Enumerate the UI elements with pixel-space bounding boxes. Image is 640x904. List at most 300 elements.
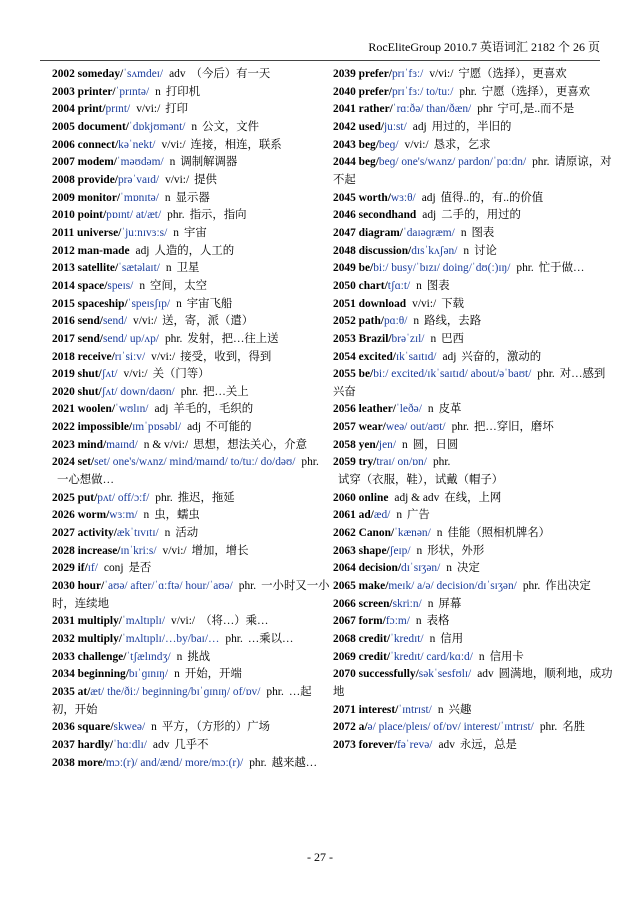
part-of-speech: n xyxy=(155,85,161,98)
entry-number: 2043 xyxy=(333,138,356,151)
entry-number: 2063 xyxy=(333,544,356,557)
pronunciation: wɜːθ/ xyxy=(390,191,416,204)
meaning: 空间，太空 xyxy=(150,279,208,292)
vocab-entry xyxy=(333,137,615,155)
meaning: 屏幕 xyxy=(438,597,462,610)
pronunciation: prɪˈfɜː/ xyxy=(391,68,424,80)
pronunciation: set/ one's/wʌnz/ mind/maɪnd/ to/tuː/ do/dəʊ/ xyxy=(94,456,296,469)
pronunciation: send/ xyxy=(102,315,128,328)
headword: modem/ xyxy=(77,156,117,169)
part-of-speech: n xyxy=(151,721,157,734)
meaning: 几乎不 xyxy=(174,738,209,751)
part-of-speech: conj xyxy=(103,562,124,575)
pronunciation: ˈkænən/ xyxy=(394,527,431,540)
headword: ad/ xyxy=(358,509,374,522)
vocab-entry xyxy=(333,578,615,596)
pronunciation: æt/ the/ðiː/ beginning/bɪˈɡɪnɪŋ/ of/ɒv/ xyxy=(90,685,261,698)
pronunciation: dɪˈsɪʒən/ xyxy=(401,562,441,575)
entry-number: 2035 xyxy=(52,685,75,698)
headword: send/ xyxy=(77,332,103,345)
vocab-entry xyxy=(333,331,615,349)
entry-number: 2061 xyxy=(333,509,356,522)
headword: leather/ xyxy=(358,403,396,416)
entry-number: 2054 xyxy=(333,350,356,363)
pronunciation: prɪnt/ xyxy=(105,103,131,116)
meaning: 下载 xyxy=(441,297,464,310)
pronunciation: ˈɪntrɪst/ xyxy=(398,703,432,716)
vocab-entry xyxy=(52,278,332,296)
vocab-entry xyxy=(52,507,332,525)
entry-number: 2067 xyxy=(333,615,356,628)
entry-number: 2002 xyxy=(52,68,75,80)
headword: be/ xyxy=(358,262,374,275)
meaning: 永远，总是 xyxy=(459,738,517,751)
meaning: 关（门等） xyxy=(152,368,210,381)
headword: someday/ xyxy=(77,68,124,80)
vocab-entry xyxy=(52,296,332,314)
part-of-speech: v/vi:/ xyxy=(162,544,187,557)
pronunciation: maɪnd/ xyxy=(106,438,138,451)
entry-number: 2020 xyxy=(52,385,75,398)
pronunciation: juːst/ xyxy=(383,120,407,133)
meaning: 把…穿旧，磨坏 xyxy=(473,421,554,434)
part-of-speech: phr. xyxy=(537,368,555,381)
headword: diagram/ xyxy=(358,226,403,239)
vocab-entry xyxy=(333,119,615,137)
part-of-speech: n xyxy=(427,597,434,610)
vocab-entry xyxy=(52,349,332,367)
entry-number: 2023 xyxy=(52,438,75,451)
entry-number: 2052 xyxy=(333,315,356,328)
vocab-entry xyxy=(52,543,332,561)
pronunciation: kəˈnekt/ xyxy=(118,138,156,151)
part-of-speech: n xyxy=(164,191,171,204)
headword: at/ xyxy=(77,685,91,698)
entry-number: 2031 xyxy=(52,615,75,628)
headword: download xyxy=(358,297,407,310)
meaning: 打印机 xyxy=(165,85,201,98)
meaning: 图表 xyxy=(471,226,495,239)
part-of-speech: adj xyxy=(442,350,457,363)
pronunciation: ˈsætəlaɪt/ xyxy=(118,262,160,275)
entry-number: 2015 xyxy=(52,297,75,310)
headword: decision/ xyxy=(358,562,402,575)
pronunciation: skriːn/ xyxy=(392,597,422,610)
pronunciation: prəˈvaɪd/ xyxy=(117,173,160,186)
pronunciation: ʃʌt/ xyxy=(101,368,118,381)
meaning: 打印 xyxy=(165,103,189,116)
pronunciation: bɪˈɡɪnɪŋ/ xyxy=(128,668,169,681)
meaning: 发射，把…往上送 xyxy=(187,332,279,345)
vocab-entry xyxy=(52,207,332,225)
vocab-entry xyxy=(333,437,615,455)
pronunciation: traɪ/ on/ɒn/ xyxy=(376,456,427,469)
entry-number: 2049 xyxy=(333,262,356,275)
pronunciation: speɪs/ xyxy=(107,279,134,292)
pronunciation: wɜːm/ xyxy=(109,509,138,522)
headword: hour/ xyxy=(77,580,105,593)
headword: screen/ xyxy=(358,597,393,610)
headword: beg/ xyxy=(358,156,379,169)
part-of-speech: v/vi:/ xyxy=(161,138,186,151)
pronunciation: ˈprɪntə/ xyxy=(115,85,150,98)
part-of-speech: v/vi:/ xyxy=(412,297,437,310)
entry-number: 2030 xyxy=(52,580,75,593)
entry-number: 2018 xyxy=(52,350,75,363)
vocab-entry xyxy=(333,66,615,84)
pronunciation: dɪsˈkʌʃən/ xyxy=(411,244,458,257)
pronunciation: ˈmʌltɪplɪ/…by/baɪ/… xyxy=(121,633,220,645)
pronunciation: ˈrɑːðə/ than/ðæn/ xyxy=(392,103,472,116)
pronunciation: ˈsʌmdeɪ/ xyxy=(123,68,164,80)
headword: path/ xyxy=(358,315,384,328)
entry-number: 2034 xyxy=(52,668,75,681)
pronunciation: ˈtʃælɪndʒ/ xyxy=(126,650,171,663)
pronunciation: biː/ excited/ɪkˈsaɪtɪd/ about/əˈbaʊt/ xyxy=(373,368,532,381)
meaning: 广告 xyxy=(407,509,430,522)
part-of-speech: n xyxy=(169,156,176,169)
headword: connect/ xyxy=(77,138,119,151)
pronunciation: ˈdaɪəɡræm/ xyxy=(402,226,455,239)
vocab-entry xyxy=(333,243,615,261)
headword: online xyxy=(358,491,389,504)
headword: prefer/ xyxy=(358,68,392,80)
vocab-entry xyxy=(333,349,615,367)
entry-number: 2037 xyxy=(52,738,75,751)
entry-number: 2006 xyxy=(52,138,75,151)
vocab-entry xyxy=(333,225,615,243)
vocab-entry xyxy=(333,278,615,296)
pronunciation: fəˈrevə/ xyxy=(397,738,433,751)
pronunciation: ˈdɒkjʊmənt/ xyxy=(128,120,186,133)
vocab-entry xyxy=(52,631,332,649)
part-of-speech: n xyxy=(164,527,171,540)
part-of-speech: n xyxy=(436,527,443,540)
pronunciation: ɪkˈsaɪtɪd/ xyxy=(395,350,437,363)
vocab-entry xyxy=(52,154,332,172)
headword: form/ xyxy=(358,615,386,628)
entry-number: 2013 xyxy=(52,262,75,275)
vocab-entry xyxy=(52,137,332,155)
headword: man-made xyxy=(77,244,130,257)
headword: square/ xyxy=(77,721,114,734)
part-of-speech: adj xyxy=(187,421,201,434)
vocab-entry xyxy=(52,490,332,508)
vocab-entry xyxy=(52,66,332,84)
vocab-entry xyxy=(333,613,615,631)
pronunciation: ˈhɑːdlɪ/ xyxy=(113,738,147,751)
entry-number: 2047 xyxy=(333,226,356,239)
headword: document/ xyxy=(77,120,129,133)
meaning: 忙于做… xyxy=(538,262,585,275)
part-of-speech: n xyxy=(463,244,470,257)
entry-number: 2008 xyxy=(52,173,75,186)
pronunciation: send/ up/ʌp/ xyxy=(102,332,159,345)
headword: multiply/ xyxy=(77,615,122,628)
pronunciation: ə/ place/pleɪs/ of/ɒv/ interest/ˈɪntrɪst/ xyxy=(367,721,534,734)
entry-number: 2053 xyxy=(333,332,356,345)
headword: chart/ xyxy=(358,279,388,292)
meaning: 巴西 xyxy=(441,332,464,345)
vocab-entry xyxy=(52,649,332,667)
part-of-speech: n & v/vi:/ xyxy=(143,438,189,451)
entry-number: 2058 xyxy=(333,438,356,451)
entry-number: 2011 xyxy=(52,226,75,239)
headword: if/ xyxy=(77,562,88,575)
entry-number: 2025 xyxy=(52,491,75,504)
meaning: 显示器 xyxy=(175,191,210,204)
pronunciation: ˈmʌltɪplɪ/ xyxy=(121,615,165,628)
pronunciation: meɪk/ a/ə/ decision/dɪˈsɪʒən/ xyxy=(388,580,517,593)
part-of-speech: n xyxy=(430,332,437,345)
vocab-entry xyxy=(333,507,615,525)
part-of-speech: phr. xyxy=(539,721,558,734)
meaning: 增加，增长 xyxy=(191,544,249,557)
meaning: 宁可,是..而不是 xyxy=(497,103,575,116)
pronunciation: jen/ xyxy=(378,438,396,451)
headword: monitor/ xyxy=(77,191,121,204)
meaning: 宇宙飞船 xyxy=(186,297,233,310)
part-of-speech: adj xyxy=(135,244,150,257)
pronunciation: ɪmˈpɒsəbl/ xyxy=(132,421,182,434)
headword: make/ xyxy=(358,580,389,593)
entry-number: 2071 xyxy=(333,703,356,716)
part-of-speech: n xyxy=(427,403,434,416)
meaning: 信用 xyxy=(440,633,464,645)
part-of-speech: n xyxy=(165,262,172,275)
vocab-entry xyxy=(333,207,615,225)
part-of-speech: phr. xyxy=(301,456,319,469)
meaning: 公文，文件 xyxy=(202,120,260,133)
part-of-speech: n xyxy=(416,279,422,292)
entry-number: 2039 xyxy=(333,68,356,80)
pronunciation: ˈmɒnɪtə/ xyxy=(120,191,159,204)
pronunciation: mɔː(r)/ and/ænd/ more/mɔː(r)/ xyxy=(105,756,244,769)
meaning: 人造的，人工的 xyxy=(154,244,235,257)
part-of-speech: adv xyxy=(152,738,170,751)
headword: beginning/ xyxy=(77,668,129,681)
meaning: 图表 xyxy=(426,279,450,292)
headword: mind/ xyxy=(77,438,107,451)
part-of-speech: adj xyxy=(154,403,169,416)
vocab-entry xyxy=(52,666,332,684)
meaning: 恳求，乞求 xyxy=(433,138,491,151)
part-of-speech: phr. xyxy=(516,262,534,275)
pronunciation: ˈməʊdəm/ xyxy=(116,156,164,169)
part-of-speech: phr. xyxy=(432,456,451,469)
meaning: 兴奋的，激动的 xyxy=(461,350,542,363)
headword: shape/ xyxy=(358,544,390,557)
vocab-entry xyxy=(333,702,615,720)
pronunciation: ʃʌt/ down/daʊn/ xyxy=(101,385,175,398)
part-of-speech: n xyxy=(415,615,422,628)
part-of-speech: v/vi:/ xyxy=(171,615,196,628)
meaning: 圆满地，顺利地，成功地 xyxy=(333,668,613,698)
pronunciation: ˈjuːnɪvɜːs/ xyxy=(121,226,168,239)
pronunciation: ˈleðə/ xyxy=(395,403,422,416)
vocab-entry xyxy=(52,313,332,331)
entry-number: 2051 xyxy=(333,297,356,310)
vocab-entry xyxy=(333,543,615,561)
meaning: 一心想做… xyxy=(57,474,114,487)
headword: challenge/ xyxy=(77,650,127,663)
headword: rather/ xyxy=(358,103,393,116)
headword: more/ xyxy=(77,756,106,769)
header-text: RocEliteGroup 2010.7 英语词汇 2182 个 26 页 xyxy=(368,40,600,54)
entry-number: 2027 xyxy=(52,527,75,540)
entry-number: 2048 xyxy=(333,244,356,257)
pronunciation: ˈaʊə/ after/ˈɑːftə/ hour/ˈaʊə/ xyxy=(104,580,233,593)
headword: wear/ xyxy=(358,421,386,434)
part-of-speech: phr. xyxy=(167,209,185,222)
headword: excited/ xyxy=(358,350,396,363)
entry-number: 2005 xyxy=(52,120,75,133)
meaning: 平方，（方形的）广场 xyxy=(161,721,271,734)
part-of-speech: adj & adv xyxy=(394,491,440,504)
entry-number: 2032 xyxy=(52,633,75,645)
headword: discussion/ xyxy=(358,244,412,257)
pronunciation: səkˈsesfʊlɪ/ xyxy=(418,668,472,681)
meaning: 作出决定 xyxy=(545,580,591,593)
entry-number: 2046 xyxy=(333,209,356,222)
part-of-speech: phr. xyxy=(225,633,243,645)
entry-number: 2012 xyxy=(52,244,75,257)
headword: increase/ xyxy=(77,544,121,557)
headword: shut/ xyxy=(77,368,102,381)
headword: multiply/ xyxy=(77,633,122,645)
entry-number: 2007 xyxy=(52,156,75,169)
entry-number: 2050 xyxy=(333,279,356,292)
vocab-entry xyxy=(333,596,615,614)
headword: forever/ xyxy=(358,738,398,751)
vocab-entry xyxy=(52,119,332,137)
meaning: 卫星 xyxy=(176,262,200,275)
vocab-entry xyxy=(333,84,615,102)
entry-number: 2064 xyxy=(333,562,356,575)
vocab-entry xyxy=(333,366,615,401)
meaning: 讨论 xyxy=(474,244,497,257)
part-of-speech: v/vi:/ xyxy=(151,350,176,363)
vocab-entry xyxy=(52,190,332,208)
pronunciation: beɡ/ one's/wʌnz/ pardon/ˈpɑːdn/ xyxy=(378,156,527,169)
entry-number: 2044 xyxy=(333,156,356,169)
part-of-speech: phr. xyxy=(522,580,541,593)
headword: printer/ xyxy=(77,85,116,98)
headword: secondhand xyxy=(358,209,417,222)
left-column xyxy=(52,66,332,772)
vocab-entry xyxy=(333,631,615,649)
entry-number: 2041 xyxy=(333,103,356,116)
headword: send/ xyxy=(77,315,103,328)
meaning: （今后）有一天 xyxy=(190,68,271,80)
headword: receive/ xyxy=(77,350,115,363)
part-of-speech: n xyxy=(478,650,485,663)
entry-number: 2029 xyxy=(52,562,75,575)
entry-number: 2010 xyxy=(52,209,75,222)
meaning: 指示，指向 xyxy=(189,209,247,222)
entry-number: 2055 xyxy=(333,368,356,381)
entry-number: 2066 xyxy=(333,597,356,610)
meaning: 宁愿（选择），更喜欢 xyxy=(458,68,567,80)
part-of-speech: v/vi:/ xyxy=(404,138,429,151)
part-of-speech: adv xyxy=(169,68,186,80)
pronunciation: ˈwʊlɪn/ xyxy=(114,403,149,416)
pronunciation: æd/ xyxy=(373,509,391,522)
page-header xyxy=(40,36,600,61)
meaning: 名胜 xyxy=(562,721,586,734)
part-of-speech: n xyxy=(437,703,444,716)
meaning: 是否 xyxy=(128,562,152,575)
part-of-speech: adv xyxy=(438,738,455,751)
headword: Canon/ xyxy=(358,527,395,540)
vocab-entry xyxy=(333,101,615,119)
part-of-speech: n xyxy=(413,315,420,328)
pronunciation: fɔːm/ xyxy=(385,615,410,628)
headword: interest/ xyxy=(358,703,399,716)
entry-number: 2028 xyxy=(52,544,75,557)
meaning: 试穿（衣服，鞋），试戴（帽子） xyxy=(338,474,504,487)
meaning: 在线，上网 xyxy=(444,491,502,504)
meaning: 提供 xyxy=(194,173,217,186)
entry-number: 2060 xyxy=(333,491,356,504)
meaning: （将…）乘… xyxy=(200,615,269,628)
pronunciation: ˈspeɪsʃɪp/ xyxy=(127,297,171,310)
part-of-speech: phr. xyxy=(266,685,284,698)
headword: credit/ xyxy=(358,633,391,645)
meaning: 一小时又一小时，连续地 xyxy=(52,580,330,610)
vocab-entry xyxy=(52,384,332,402)
pronunciation: ˈkredɪt/ card/kɑːd/ xyxy=(390,650,473,663)
pronunciation: rɪˈsiːv/ xyxy=(114,350,146,363)
pronunciation: biː/ busy/ˈbɪzɪ/ doing/ˈdʊ(ː)ɪŋ/ xyxy=(373,262,511,275)
headword: worth/ xyxy=(358,191,391,204)
entry-number: 2056 xyxy=(333,403,356,416)
entry-number: 2062 xyxy=(333,527,356,540)
meaning: 决定 xyxy=(456,562,480,575)
headword: credit/ xyxy=(358,650,391,663)
meaning: 请原谅，对不起 xyxy=(333,156,612,186)
vocab-entry xyxy=(52,84,332,102)
part-of-speech: adj xyxy=(422,209,437,222)
headword: set/ xyxy=(77,456,95,469)
vocab-entry xyxy=(52,578,332,613)
vocab-entry xyxy=(333,401,615,419)
meaning: 羊毛的，毛织的 xyxy=(173,403,254,416)
vocab-entry xyxy=(52,437,332,455)
headword: used/ xyxy=(358,120,384,133)
part-of-speech: n xyxy=(396,509,403,522)
entry-number: 2026 xyxy=(52,509,75,522)
pronunciation: tʃɑːt/ xyxy=(387,279,411,292)
vocab-entry xyxy=(333,454,615,489)
headword: be/ xyxy=(358,368,374,381)
meaning: 越来越… xyxy=(271,756,318,769)
entry-number: 2033 xyxy=(52,650,75,663)
meaning: 形状，外形 xyxy=(427,544,485,557)
vocab-entry xyxy=(52,613,332,631)
part-of-speech: n xyxy=(176,650,183,663)
entry-number: 2003 xyxy=(52,85,75,98)
part-of-speech: adj xyxy=(412,120,427,133)
part-of-speech: phr. xyxy=(249,756,267,769)
vocab-entry xyxy=(333,154,615,189)
vocab-entry xyxy=(52,560,332,578)
vocab-entry xyxy=(52,684,332,719)
vocab-entry xyxy=(52,755,332,773)
meaning: 连接，相连，联系 xyxy=(190,138,282,151)
pronunciation: brəˈzɪl/ xyxy=(391,332,425,345)
vocab-entry xyxy=(52,225,332,243)
